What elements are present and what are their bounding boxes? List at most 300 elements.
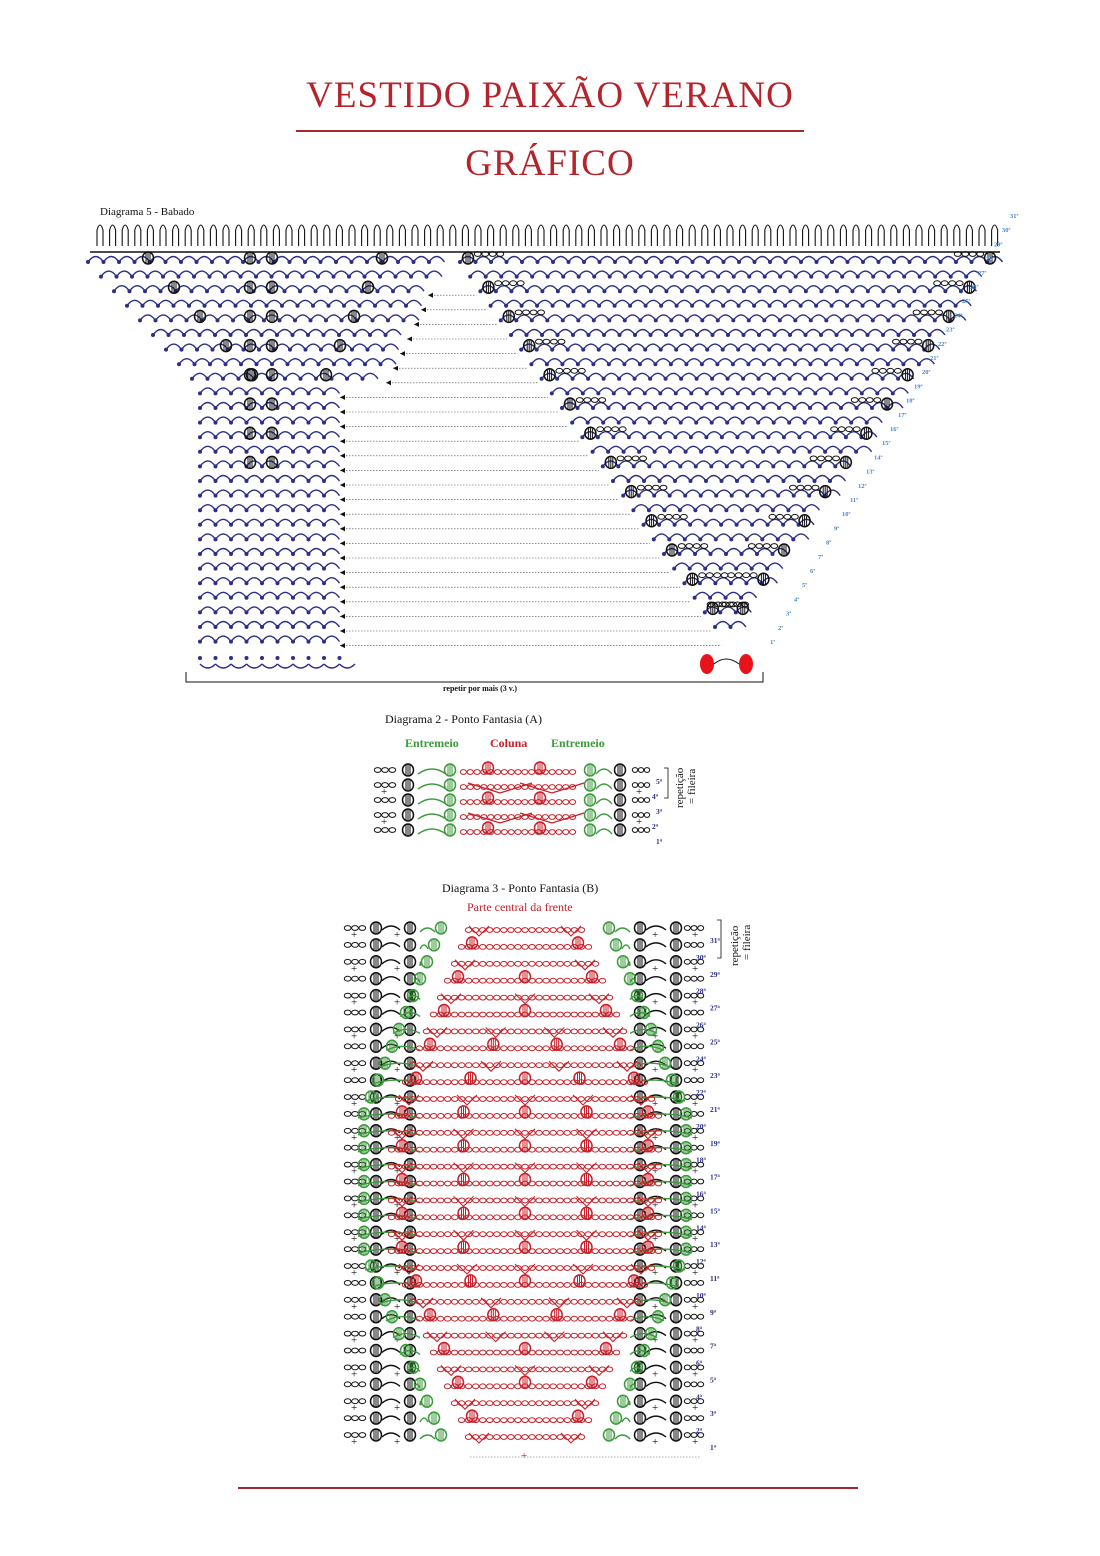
red-chain-loop xyxy=(571,1012,577,1017)
red-chain-loop xyxy=(508,1097,514,1102)
red-shell xyxy=(458,1174,469,1186)
side-chain xyxy=(684,1179,703,1184)
red-chain-loop xyxy=(592,1080,598,1085)
red-chain-loop xyxy=(536,1215,542,1220)
red-chain-loop xyxy=(599,1114,605,1119)
side-chain-loop xyxy=(359,1264,366,1269)
row-label: 11ª xyxy=(850,497,859,504)
red-chain-loop xyxy=(480,1215,486,1220)
red-shell xyxy=(439,1343,450,1355)
red-shell xyxy=(581,1140,592,1152)
red-chain-loop xyxy=(536,1063,542,1068)
red-chain-loop xyxy=(557,1418,563,1423)
side-chain xyxy=(684,1112,703,1117)
red-chain xyxy=(388,1198,661,1203)
side-chain-loop xyxy=(344,1044,351,1049)
red-chain-loop xyxy=(487,1130,493,1135)
red-chain-loop xyxy=(473,1147,479,1152)
red-shell xyxy=(520,1343,531,1355)
side-chain-loop xyxy=(352,1112,359,1117)
red-chain-loop xyxy=(543,1266,549,1271)
red-chain-loop xyxy=(536,1232,542,1237)
red-chain-loop xyxy=(529,1418,535,1423)
red-chain-loop xyxy=(522,1029,528,1034)
side-chain-loop xyxy=(698,1348,704,1353)
red-chain-loop xyxy=(571,1130,577,1135)
red-chain-loop xyxy=(466,1063,472,1068)
side-chain-loop xyxy=(698,1213,704,1218)
red-chain-loop xyxy=(508,1316,514,1321)
red-chain-loop xyxy=(543,1249,549,1254)
plus: + xyxy=(394,1165,401,1178)
red-chain-loop xyxy=(543,1350,549,1355)
red-chain-loop xyxy=(480,978,486,983)
red-chain-loop xyxy=(437,1316,443,1321)
red-chain-loop xyxy=(508,1249,514,1254)
red-chain-loop xyxy=(571,1350,577,1355)
red-chain-loop xyxy=(522,1046,528,1051)
side-chain-loop xyxy=(344,1314,351,1319)
diagram3-row xyxy=(344,1260,703,1279)
red-chain-loop xyxy=(536,1198,542,1203)
red-chain-loop xyxy=(494,1147,500,1152)
red-chain-loop xyxy=(437,1283,443,1288)
red-chain-loop xyxy=(620,1147,626,1152)
red-chain-loop xyxy=(536,1435,542,1440)
red-chain-loop xyxy=(487,1266,493,1271)
plus: + xyxy=(652,996,659,1009)
red-chain-loop xyxy=(543,1435,549,1440)
red-chain-loop xyxy=(501,1283,507,1288)
red-chain-loop xyxy=(529,1435,535,1440)
diagram2-caption: Diagrama 2 - Ponto Fantasia (A) xyxy=(385,712,542,726)
red-chain-loop xyxy=(501,1130,507,1135)
row-label: 21ª xyxy=(930,355,939,362)
red-chain-loop xyxy=(508,1266,514,1271)
diagram3-row xyxy=(344,1328,703,1347)
red-chain-loop xyxy=(480,1316,486,1321)
red-chain-loop xyxy=(480,1147,486,1152)
red-chain-loop xyxy=(494,1401,500,1406)
side-chain-loop xyxy=(684,1247,690,1252)
red-chain-loop xyxy=(550,1418,556,1423)
plus: + xyxy=(692,1267,699,1279)
red-chain xyxy=(409,1299,640,1304)
red-chain-loop xyxy=(437,1164,443,1169)
red-chain-loop xyxy=(423,1198,429,1203)
red-chain-loop xyxy=(473,1367,479,1372)
red-chain-loop xyxy=(452,1080,458,1085)
red-chain-loop xyxy=(585,1046,591,1051)
red-chain-loop xyxy=(585,1418,591,1423)
row-label: 8ª xyxy=(826,539,832,547)
red-chain-loop xyxy=(437,1080,443,1085)
red-chain-loop xyxy=(543,1299,549,1304)
red-chain-loop xyxy=(452,1283,458,1288)
red-chain-loop xyxy=(473,1215,479,1220)
red-shell xyxy=(601,1343,612,1355)
red-chain-loop xyxy=(501,1266,507,1271)
row-label: 13ª xyxy=(866,468,875,476)
red-chain-loop xyxy=(437,1215,443,1220)
side-chain-loop xyxy=(352,1281,359,1286)
red-chain-loop xyxy=(473,1249,479,1254)
red-chain-loop xyxy=(487,978,493,983)
red-chain-loop xyxy=(543,1316,549,1321)
red-chain-loop xyxy=(437,1114,443,1119)
red-chain-loop xyxy=(479,1401,485,1406)
plus: + xyxy=(692,1402,699,1415)
red-shell xyxy=(520,1275,531,1287)
side-chain xyxy=(344,1010,365,1015)
side-chain-loop xyxy=(352,1382,359,1387)
red-chain-loop xyxy=(522,1299,528,1304)
row-label: 6ª xyxy=(810,568,816,575)
red-chain-loop xyxy=(529,1316,535,1321)
red-chain-loop xyxy=(606,1114,612,1119)
side-shell xyxy=(371,973,382,985)
red-chain-loop xyxy=(445,1181,451,1186)
red-chain-loop xyxy=(557,1181,563,1186)
red-chain-loop xyxy=(592,1012,598,1017)
side-chain xyxy=(684,1044,703,1049)
plus: + xyxy=(394,1368,401,1381)
red-chain-loop xyxy=(550,1435,556,1440)
red-chain-loop xyxy=(452,1181,458,1186)
red-chain-loop xyxy=(487,1249,493,1254)
side-chain-loop xyxy=(684,1348,690,1353)
red-chain-loop xyxy=(423,1215,429,1220)
red-chain-loop xyxy=(465,1012,471,1017)
row-label: 19ª xyxy=(914,383,923,391)
green-arc xyxy=(420,1418,428,1422)
red-chain-loop xyxy=(613,1181,619,1186)
red-chain-loop xyxy=(571,1063,577,1068)
side-chain-loop xyxy=(691,1416,697,1421)
red-chain-loop xyxy=(494,1283,500,1288)
diagram3-caption: Diagrama 3 - Ponto Fantasia (B) xyxy=(442,881,599,895)
red-chain-loop xyxy=(466,1029,472,1034)
red-chain-loop xyxy=(480,1114,486,1119)
red-chain-loop xyxy=(543,1384,549,1389)
red-chain-loop xyxy=(487,1232,493,1237)
red-chain-loop xyxy=(465,1350,471,1355)
red-chain-loop xyxy=(543,1063,549,1068)
side-chain-loop xyxy=(698,1281,704,1286)
plus: + xyxy=(652,1300,659,1313)
red-chain-loop xyxy=(606,1316,612,1321)
red-chain-loop xyxy=(571,978,577,983)
green-shell xyxy=(604,1429,615,1441)
red-chain-loop xyxy=(473,995,479,1000)
red-chain-loop xyxy=(494,1350,500,1355)
plus: + xyxy=(652,1098,659,1110)
red-chain-loop xyxy=(437,1097,443,1102)
plus: + xyxy=(692,1233,699,1246)
red-chain-loop xyxy=(494,1384,500,1389)
red-chain-loop xyxy=(543,1012,549,1017)
red-chain-loop xyxy=(423,1181,429,1186)
red-chain-loop xyxy=(522,1316,528,1321)
red-shell xyxy=(581,1207,592,1219)
red-chain-loop xyxy=(578,1029,584,1034)
red-chain-loop xyxy=(473,1114,479,1119)
plus: + xyxy=(351,1064,358,1077)
red-chain-loop xyxy=(515,1046,521,1051)
red-chain-loop xyxy=(423,1097,429,1102)
red-chain-loop xyxy=(501,1435,507,1440)
red-chain-loop xyxy=(564,1215,570,1220)
red-chain-loop xyxy=(606,1266,612,1271)
red-chain-loop xyxy=(536,1164,542,1169)
red-chain-loop xyxy=(564,1384,570,1389)
red-chain-loop xyxy=(423,1283,429,1288)
red-chain-loop xyxy=(550,1283,556,1288)
red-chain-loop xyxy=(459,1080,465,1085)
red-chain-loop xyxy=(430,1232,436,1237)
red-chain-loop xyxy=(592,1063,598,1068)
red-chain-loop xyxy=(501,1367,507,1372)
side-chain-loop xyxy=(684,1365,690,1370)
side-chain-loop xyxy=(352,1010,359,1015)
red-chain-loop xyxy=(536,1283,542,1288)
red-chain-loop xyxy=(522,1367,528,1372)
red-chain-loop xyxy=(494,1012,500,1017)
red-chain-loop xyxy=(501,1063,507,1068)
diagram2-legend-entremeio-right: Entremeio xyxy=(551,736,605,750)
side-shell xyxy=(671,1395,682,1407)
red-chain-loop xyxy=(620,1164,626,1169)
red-chain-loop xyxy=(613,1350,619,1355)
red-chain-loop xyxy=(585,1350,591,1355)
red-chain-loop xyxy=(529,1299,535,1304)
side-shell xyxy=(371,990,382,1002)
red-chain-loop xyxy=(508,1401,514,1406)
red-chain-loop xyxy=(473,1198,479,1203)
red-chain-loop xyxy=(613,1080,619,1085)
plus: + xyxy=(351,996,358,1009)
red-chain-loop xyxy=(473,1063,479,1068)
red-chain-loop xyxy=(473,1029,479,1034)
red-chain-loop xyxy=(613,1012,619,1017)
red-chain-loop xyxy=(599,1299,605,1304)
red-chain-loop xyxy=(564,1350,570,1355)
red-chain-loop xyxy=(494,1333,500,1338)
side-chain-loop xyxy=(684,1230,690,1235)
red-chain-loop xyxy=(430,1249,436,1254)
plus: + xyxy=(351,1098,358,1110)
red-chain-loop xyxy=(459,1283,465,1288)
row-label: 25ª xyxy=(962,298,971,306)
red-chain-loop xyxy=(444,1316,450,1321)
red-chain-loop xyxy=(557,1232,563,1237)
red-chain-loop xyxy=(487,1350,493,1355)
red-chain-loop xyxy=(557,1130,563,1135)
red-chain xyxy=(416,1316,633,1321)
red-shell xyxy=(551,1309,562,1321)
row-label: 12ª xyxy=(858,482,867,490)
row-label: 16ª xyxy=(890,426,899,433)
row-label: 5ª xyxy=(656,777,662,786)
side-shell xyxy=(371,1345,382,1357)
red-chain-loop xyxy=(501,1046,507,1051)
red-chain-loop xyxy=(564,1181,570,1186)
side-chain-loop xyxy=(359,993,366,998)
side-chain xyxy=(344,1281,365,1286)
red-chain-loop xyxy=(508,1215,514,1220)
red-chain-loop xyxy=(444,1299,450,1304)
red-chain-loop xyxy=(423,1249,429,1254)
diagram3-row xyxy=(344,956,703,975)
red-chain xyxy=(458,1418,591,1423)
plus: + xyxy=(652,1064,659,1077)
plus: + xyxy=(692,1436,699,1448)
red-chain-loop xyxy=(451,1333,457,1338)
side-chain-loop xyxy=(352,1314,359,1319)
red-chain-loop xyxy=(494,1435,500,1440)
red-chain-loop xyxy=(536,1080,542,1085)
side-chain-loop xyxy=(684,1281,690,1286)
red-chain-loop xyxy=(522,1164,528,1169)
row-label: 10ª xyxy=(842,511,851,519)
red-shell xyxy=(425,1038,436,1050)
green-shell xyxy=(359,1142,370,1154)
side-chain xyxy=(684,1382,703,1387)
red-chain-loop xyxy=(451,1316,457,1321)
red-chain-loop xyxy=(473,1164,479,1169)
red-chain-loop xyxy=(620,1114,626,1119)
red-shell xyxy=(587,971,598,983)
red-chain-loop xyxy=(487,1384,493,1389)
red-chain-loop xyxy=(487,1012,493,1017)
red-chain-loop xyxy=(508,1232,514,1237)
diagram3-row xyxy=(344,1429,703,1448)
red-chain-loop xyxy=(599,1181,605,1186)
red-chain-loop xyxy=(445,1164,451,1169)
red-chain-loop xyxy=(458,1029,464,1034)
red-chain-loop xyxy=(550,1097,556,1102)
red-chain-loop xyxy=(557,1367,563,1372)
red-chain-loop xyxy=(564,1012,570,1017)
red-chain-loop xyxy=(487,1215,493,1220)
side-chain-loop xyxy=(698,1010,704,1015)
side-shell xyxy=(671,1007,682,1019)
red-chain-loop xyxy=(536,1266,542,1271)
red-chain-loop xyxy=(585,1063,591,1068)
side-chain-loop xyxy=(698,1247,704,1252)
side-shell xyxy=(635,1429,646,1441)
red-chain-loop xyxy=(557,1012,563,1017)
side-chain-loop xyxy=(691,1078,697,1083)
side-shell xyxy=(671,1361,682,1373)
green-shell xyxy=(660,1057,671,1069)
red-chain-loop xyxy=(599,1232,605,1237)
side-shell xyxy=(671,1311,682,1323)
red-chain-loop xyxy=(536,1046,542,1051)
red-chain-loop xyxy=(599,1249,605,1254)
red-chain-loop xyxy=(480,995,486,1000)
side-chain-loop xyxy=(684,1145,690,1150)
red-chain-loop xyxy=(536,995,542,1000)
red-chain-loop xyxy=(578,978,584,983)
side-chain-loop xyxy=(684,1044,690,1049)
red-chain-loop xyxy=(515,1029,521,1034)
red-chain-loop xyxy=(557,1147,563,1152)
plus: + xyxy=(652,1030,659,1043)
red-chain-loop xyxy=(458,1046,464,1051)
plus: + xyxy=(652,1131,659,1144)
red-chain xyxy=(437,995,612,1000)
red-chain-loop xyxy=(515,1435,521,1440)
red-chain-loop xyxy=(606,1147,612,1152)
row-label: 9ª xyxy=(834,525,840,533)
red-chain-loop xyxy=(423,1266,429,1271)
red-shell xyxy=(615,1038,626,1050)
red-chain-loop xyxy=(487,1114,493,1119)
red-chain-loop xyxy=(550,1029,556,1034)
side-shell xyxy=(371,1311,382,1323)
red-chain-loop xyxy=(571,1215,577,1220)
red-chain-loop xyxy=(465,1367,471,1372)
side-shell xyxy=(671,1040,682,1052)
red-chain-loop xyxy=(487,1181,493,1186)
side-chain-loop xyxy=(359,1281,366,1286)
red-chain-loop xyxy=(578,1333,584,1338)
red-chain-loop xyxy=(550,1080,556,1085)
red-chain-loop xyxy=(613,1215,619,1220)
red-chain-loop xyxy=(522,1401,528,1406)
red-chain-loop xyxy=(578,1350,584,1355)
side-chain-loop xyxy=(684,1027,690,1032)
side-chain-loop xyxy=(698,1179,704,1184)
diagram3-row xyxy=(344,990,703,1009)
red-chain-loop xyxy=(480,1249,486,1254)
red-chain-loop xyxy=(522,1418,528,1423)
red-chain-loop xyxy=(620,1097,626,1102)
red-chain-loop xyxy=(571,1232,577,1237)
red-chain-loop xyxy=(501,1181,507,1186)
red-chain-loop xyxy=(501,1384,507,1389)
red-chain-loop xyxy=(620,1232,626,1237)
red-chain-loop xyxy=(543,1215,549,1220)
red-chain-loop xyxy=(543,1130,549,1135)
side-chain-loop xyxy=(698,1078,704,1083)
red-chain-loop xyxy=(501,1080,507,1085)
red-chain-loop xyxy=(536,1299,542,1304)
side-chain-loop xyxy=(698,1382,704,1387)
red-chain-loop xyxy=(480,1198,486,1203)
red-chain-loop xyxy=(620,1249,626,1254)
side-chain-loop xyxy=(359,1331,366,1336)
red-chain-loop xyxy=(599,1266,605,1271)
red-chain-loop xyxy=(487,995,493,1000)
side-arc xyxy=(646,1416,666,1420)
red-chain-loop xyxy=(480,1046,486,1051)
side-shell xyxy=(371,1412,382,1424)
red-chain-loop xyxy=(501,1316,507,1321)
red-chain-loop xyxy=(564,1418,570,1423)
side-chain-loop xyxy=(359,1061,366,1066)
side-arc xyxy=(382,1416,400,1420)
plus-left: + xyxy=(381,816,388,828)
red-chain-loop xyxy=(473,1012,479,1017)
red-chain xyxy=(388,1232,661,1237)
side-shell xyxy=(671,990,682,1002)
red-chain-loop xyxy=(543,1367,549,1372)
red-chain-loop xyxy=(459,1063,465,1068)
red-chain-loop xyxy=(557,1063,563,1068)
red-chain xyxy=(395,1097,654,1102)
